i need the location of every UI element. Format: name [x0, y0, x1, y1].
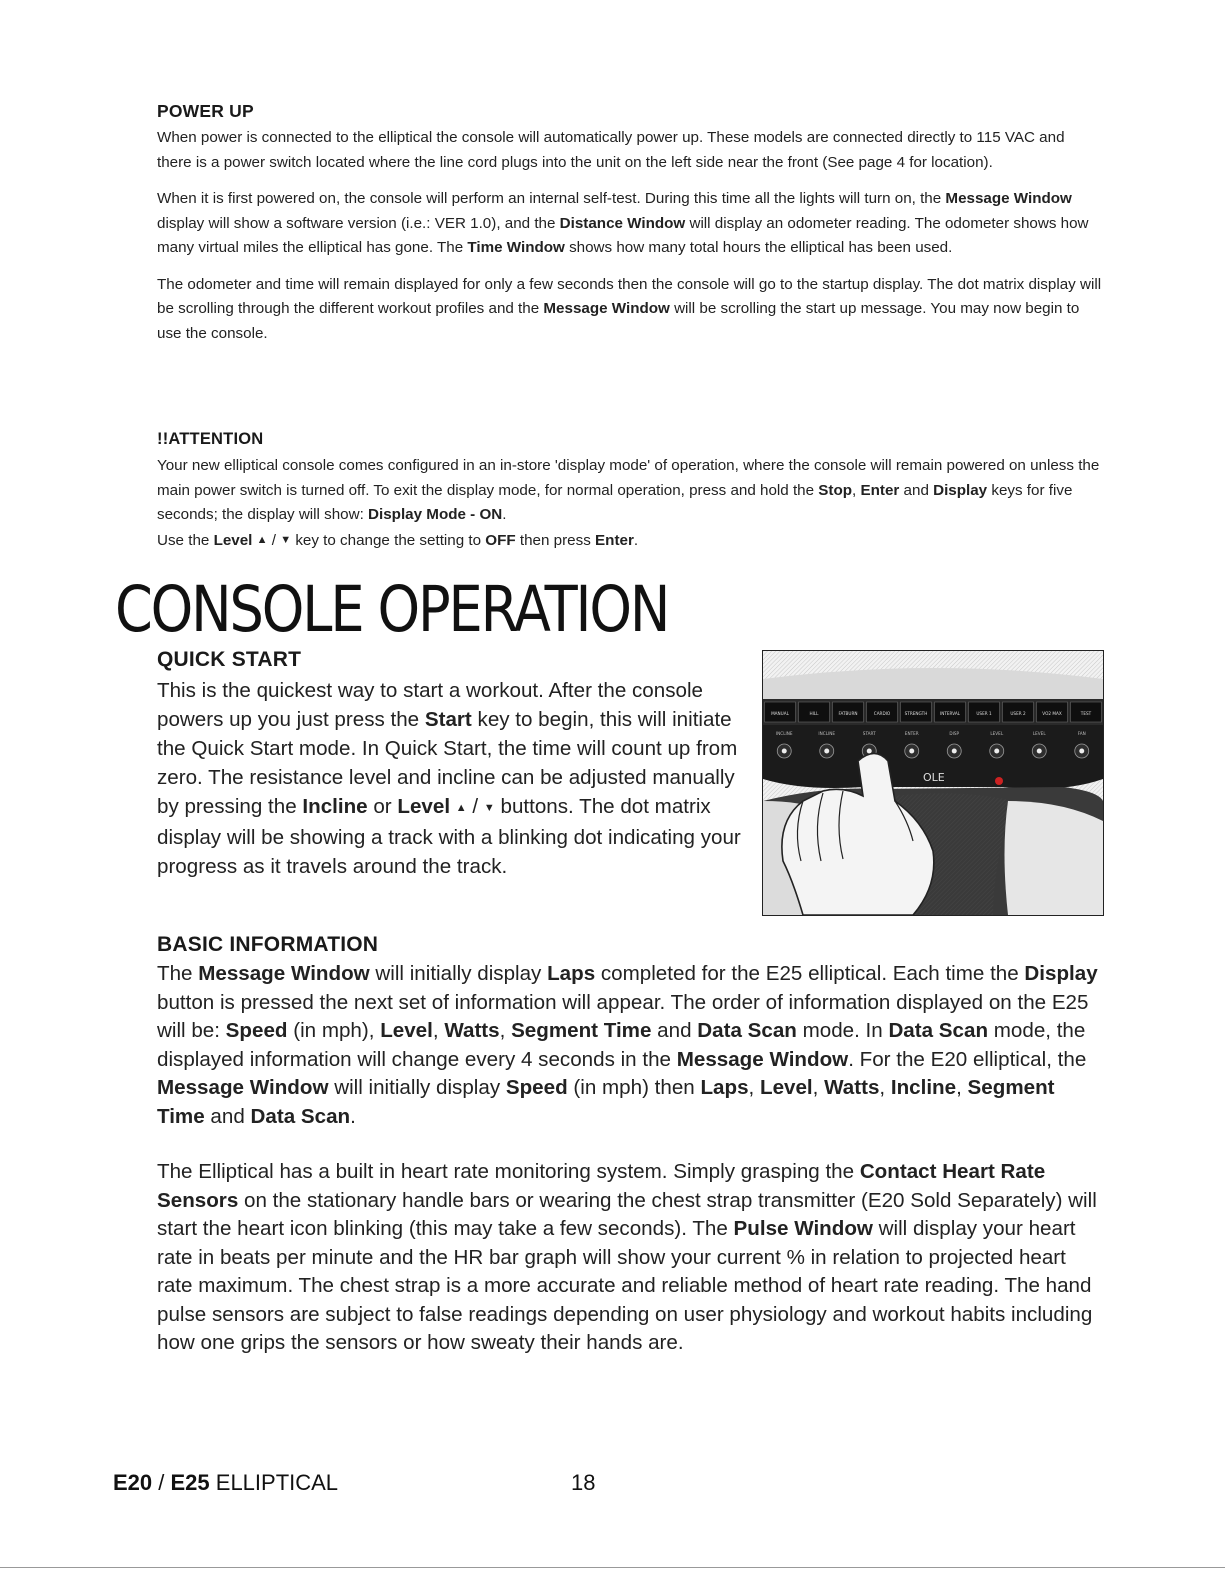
- console-control-key-label: START: [862, 731, 876, 736]
- console-control-key-label: ENTER: [904, 731, 919, 736]
- quick-start-paragraph: This is the quickest way to start a workout. After the console powers up you just press the Start key to begin, this will initiate the Quick Start mode. In Quick Start, the time will count up from zero. The resistance level and incline can be adjusted manually by pressing the Incline or Level ▲ / ▼ buttons. The dot matrix display will be showing a track with a blinking dot indicating your progress as it travels around the track.: [157, 679, 741, 878]
- basic-information-heading: BASIC INFORMATION: [157, 933, 379, 956]
- attention-paragraph: Your new elliptical console comes configured in an in-store 'display mode' of operation, where the console will remain powered on unless the main power switch is turned off. To exit the display mode, for normal operation, press and hold the Stop, Enter and Display keys for five seconds; the display will show: Display Mode - ON. Use the Level ▲ / ▼ key to change the setting to OFF then press Enter.: [157, 457, 1100, 549]
- console-control-key-symbol: [994, 749, 999, 754]
- power-up-heading: POWER UP: [157, 101, 254, 121]
- console-control-key-symbol: [782, 749, 787, 754]
- console-program-key-label: MANUAL: [771, 711, 789, 716]
- power-up-paragraph-2: When it is first powered on, the console will perform an internal self-test. During this time all the lights will turn on, the Message Window display will show a software version (i.e.: VER 1.0), and the Distance Window will display an odometer reading. The odometer shows how many virtual miles the elliptical has gone. The Time Window shows how many total hours the elliptical has been used.: [157, 190, 1089, 256]
- console-logo-text: OLE: [923, 771, 945, 784]
- console-control-key-label: FAN: [1077, 731, 1086, 736]
- console-control-key-label: INCLINE: [775, 731, 793, 736]
- console-program-key-label: FATBURN: [838, 711, 858, 716]
- console-control-key-label: DISP: [949, 731, 960, 736]
- up-triangle-icon: ▲: [256, 533, 268, 546]
- power-up-paragraph-1: When power is connected to the elliptical the console will automatically power up. These models are connected directly to 115 VAC and there is a power switch located where the line cord plugs into the unit on the left side near the front (See page 4 for location).: [157, 129, 1065, 171]
- basic-information-paragraph-1: The Message Window will initially display Laps completed for the E25 elliptical. Each time the Display button is pressed the next set of information will appear. The order of information displayed on the E25 will be: Speed (in mph), Level, Watts, Segment Time and Data Scan mode. In Data Scan mode, the displayed information will change every 4 seconds in the Message Window. For the E20 elliptical, the Message Window will initially display Speed (in mph) then Laps, Level, Watts, Incline, Segment Time and Data Scan.: [157, 962, 1098, 1128]
- message-window-term: Message Window: [543, 300, 670, 317]
- time-window-term: Time Window: [467, 239, 565, 256]
- down-triangle-icon: ▼: [280, 533, 292, 546]
- console-program-key-label: HILL: [809, 711, 819, 716]
- console-photo: [762, 650, 1104, 916]
- page-number: 18: [571, 1470, 596, 1495]
- power-up-section: [157, 126, 1102, 346]
- console-program-key-label: STRENGTH: [904, 711, 928, 716]
- power-up-paragraph-3: The odometer and time will remain displayed for only a few seconds then the console will go to the startup display. The dot matrix display will be scrolling through the different workout profiles and the Message Window will be scrolling the start up message. You may now begin to use the console.: [157, 275, 1102, 342]
- console-control-key-symbol: [867, 749, 872, 754]
- console-control-key-symbol: [909, 749, 914, 754]
- message-window-term: Message Window: [945, 190, 1072, 207]
- quick-start-heading: QUICK START: [157, 648, 302, 671]
- console-control-key-symbol: [824, 749, 829, 754]
- console-program-key-label: INTERVAL: [939, 711, 961, 716]
- console-program-key-label: USER 2: [1010, 711, 1026, 716]
- basic-information-paragraph-2: The Elliptical has a built in heart rate monitoring system. Simply grasping the Contact Heart Rate Sensors on the stationary handle bars or wearing the chest strap transmitter (E20 Sold Separately) will start the heart icon blinking (this may take a few seconds). The Pulse Window will display your heart rate in beats per minute and the HR bar graph will show your current % in relation to projected heart rate maximum. The chest strap is a more accurate and reliable method of heart rate reading. The hand pulse sensors are subject to false readings depending on user physiology and workout habits including how one grips the sensors or how sweaty their hands are.: [157, 1160, 1097, 1354]
- console-control-key-symbol: [952, 749, 957, 754]
- console-program-key-label: CARDIO: [873, 711, 891, 716]
- footer-model: E20 / E25 ELLIPTICAL: [113, 1470, 339, 1495]
- console-control-key-label: INCLINE: [818, 731, 836, 736]
- console-control-key-label: LEVEL: [990, 731, 1004, 736]
- console-control-key-symbol: [1079, 749, 1084, 754]
- down-triangle-icon: ▼: [483, 802, 495, 814]
- console-control-key-label: LEVEL: [1032, 731, 1046, 736]
- page-title: CONSOLE OPERATION: [115, 573, 669, 646]
- console-control-key-symbol: [1037, 749, 1042, 754]
- distance-window-term: Distance Window: [559, 214, 686, 232]
- console-program-key-label: VO2 MAX: [1042, 711, 1062, 716]
- attention-heading: !!ATTENTION: [157, 430, 264, 448]
- bottom-rule: [0, 1567, 1225, 1568]
- up-triangle-icon: ▲: [455, 802, 467, 814]
- basic-information-section: [157, 960, 1103, 1358]
- console-program-key-label: TEST: [1080, 711, 1092, 716]
- console-program-key-label: USER 1: [976, 711, 992, 716]
